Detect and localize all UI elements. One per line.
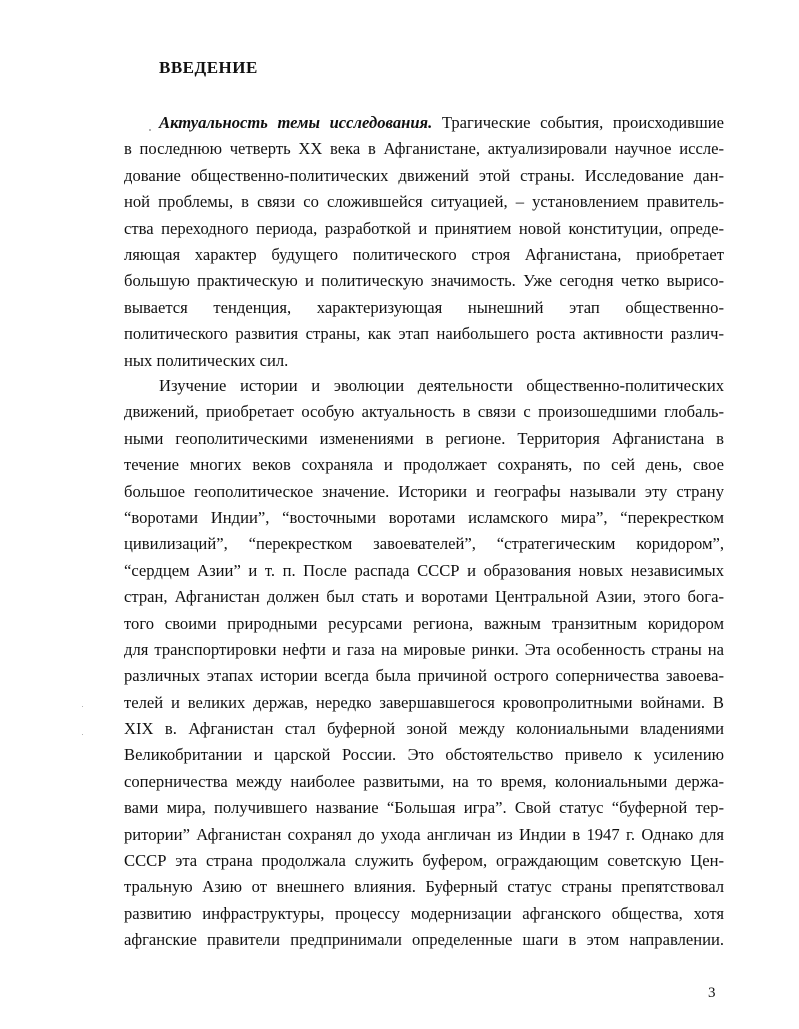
paragraph-line: течение многих веков сохраняла и продолжает сохранять, по сей день, свое xyxy=(124,455,724,475)
paragraph-line: в последнюю четверть XX века в Афганистане, актуализировали научное иссле- xyxy=(124,139,724,159)
scan-speck xyxy=(82,734,83,735)
paragraph-line xyxy=(124,110,724,136)
paragraph-line: Изучение истории и эволюции деятельности общественно-политических xyxy=(159,376,724,395)
paragraph-line-text: Трагические события, происходившие xyxy=(441,113,724,132)
paragraph-line: ритории” Афганистан сохранял до ухода англичан из Индии в 1947 г. Однако для xyxy=(124,824,724,844)
paragraph-line: “воротами Индии”, “восточными воротами исламского мира”, “перекрестком xyxy=(124,507,724,527)
paragraph-lead: Актуальность темы исследования. xyxy=(159,113,433,132)
paragraph-line: большую практическую и политическую значимость. Уже сегодня четко вырисо- xyxy=(124,271,724,291)
paragraph-line: ных политических сил. xyxy=(124,350,289,370)
paragraph-line: афганские правители предпринимали определенные шаги в этом направлении. xyxy=(124,930,724,950)
paragraph-line: политического развития страны, как этап наибольшего роста активности различ- xyxy=(124,324,724,344)
paragraph-history xyxy=(124,373,724,954)
paragraph-line: ными геополитическими изменениями в регионе. Территория Афганистана в xyxy=(124,428,724,448)
scan-speck xyxy=(149,129,151,131)
paragraph-line: СССР эта страна продолжала служить буфером, ограждающим советскую Цен- xyxy=(124,851,724,871)
paragraph-line: “сердцем Азии” и т. п. После распада СССР и образования новых независимых xyxy=(124,560,724,580)
paragraph-line: различных этапах истории всегда была причиной острого соперничества завоева- xyxy=(124,666,724,686)
paragraph-line: тральную Азию от внешнего влияния. Буферный статус страны препятствовал xyxy=(124,877,724,897)
paragraph-line: стран, Афганистан должен был стать и воротами Центральной Азии, этого бога- xyxy=(124,587,724,607)
paragraph-line: того своими природными ресурсами региона, важным транзитным коридором xyxy=(124,613,724,633)
paragraph-line: телей и великих держав, нередко завершавшегося кровопролитными войнами. В xyxy=(124,692,724,712)
paragraph-line: цивилизаций”, “перекрестком завоевателей”, “стратегическим коридором”, xyxy=(124,534,724,554)
paragraph-line: дование общественно-политических движений этой страны. Исследование дан- xyxy=(124,165,724,185)
paragraph-line: соперничества между наиболее развитыми, на то время, колониальными держа- xyxy=(124,771,724,791)
section-heading: ВВЕДЕНИЕ xyxy=(159,58,258,77)
paragraph-line: вами мира, получившего название “Большая игра”. Свой статус “буферной тер- xyxy=(124,798,724,818)
paragraph-line: ной проблемы, в связи со сложившейся ситуацией, – установлением правитель- xyxy=(124,192,724,212)
paragraph-relevance xyxy=(124,110,724,374)
paragraph-line: движений, приобретает особую актуальность в связи с произошедшими глобаль- xyxy=(124,402,724,422)
paragraph-line: ляющая характер будущего политического строя Афганистана, приобретает xyxy=(124,244,724,264)
scan-speck xyxy=(82,706,83,707)
paragraph-line: развитию инфраструктуры, процессу модернизации афганского общества, хотя xyxy=(124,903,724,923)
paragraph-line: вывается тенденция, характеризующая нынешний этап общественно- xyxy=(124,297,724,317)
page-number: 3 xyxy=(708,985,716,1001)
paragraph-line: XIX в. Афганистан стал буферной зоной между колониальными владениями xyxy=(124,719,724,739)
paragraph-line: ства переходного периода, разработкой и принятием новой конституции, опреде- xyxy=(124,218,724,238)
paragraph-line: большое геополитическое значение. Историки и географы называли эту страну xyxy=(124,481,724,501)
paragraph-line: для транспортировки нефти и газа на мировые ринки. Эта особенность страны на xyxy=(124,639,724,659)
paragraph-line: Великобритании и царской России. Это обстоятельство привело к усилению xyxy=(124,745,724,765)
